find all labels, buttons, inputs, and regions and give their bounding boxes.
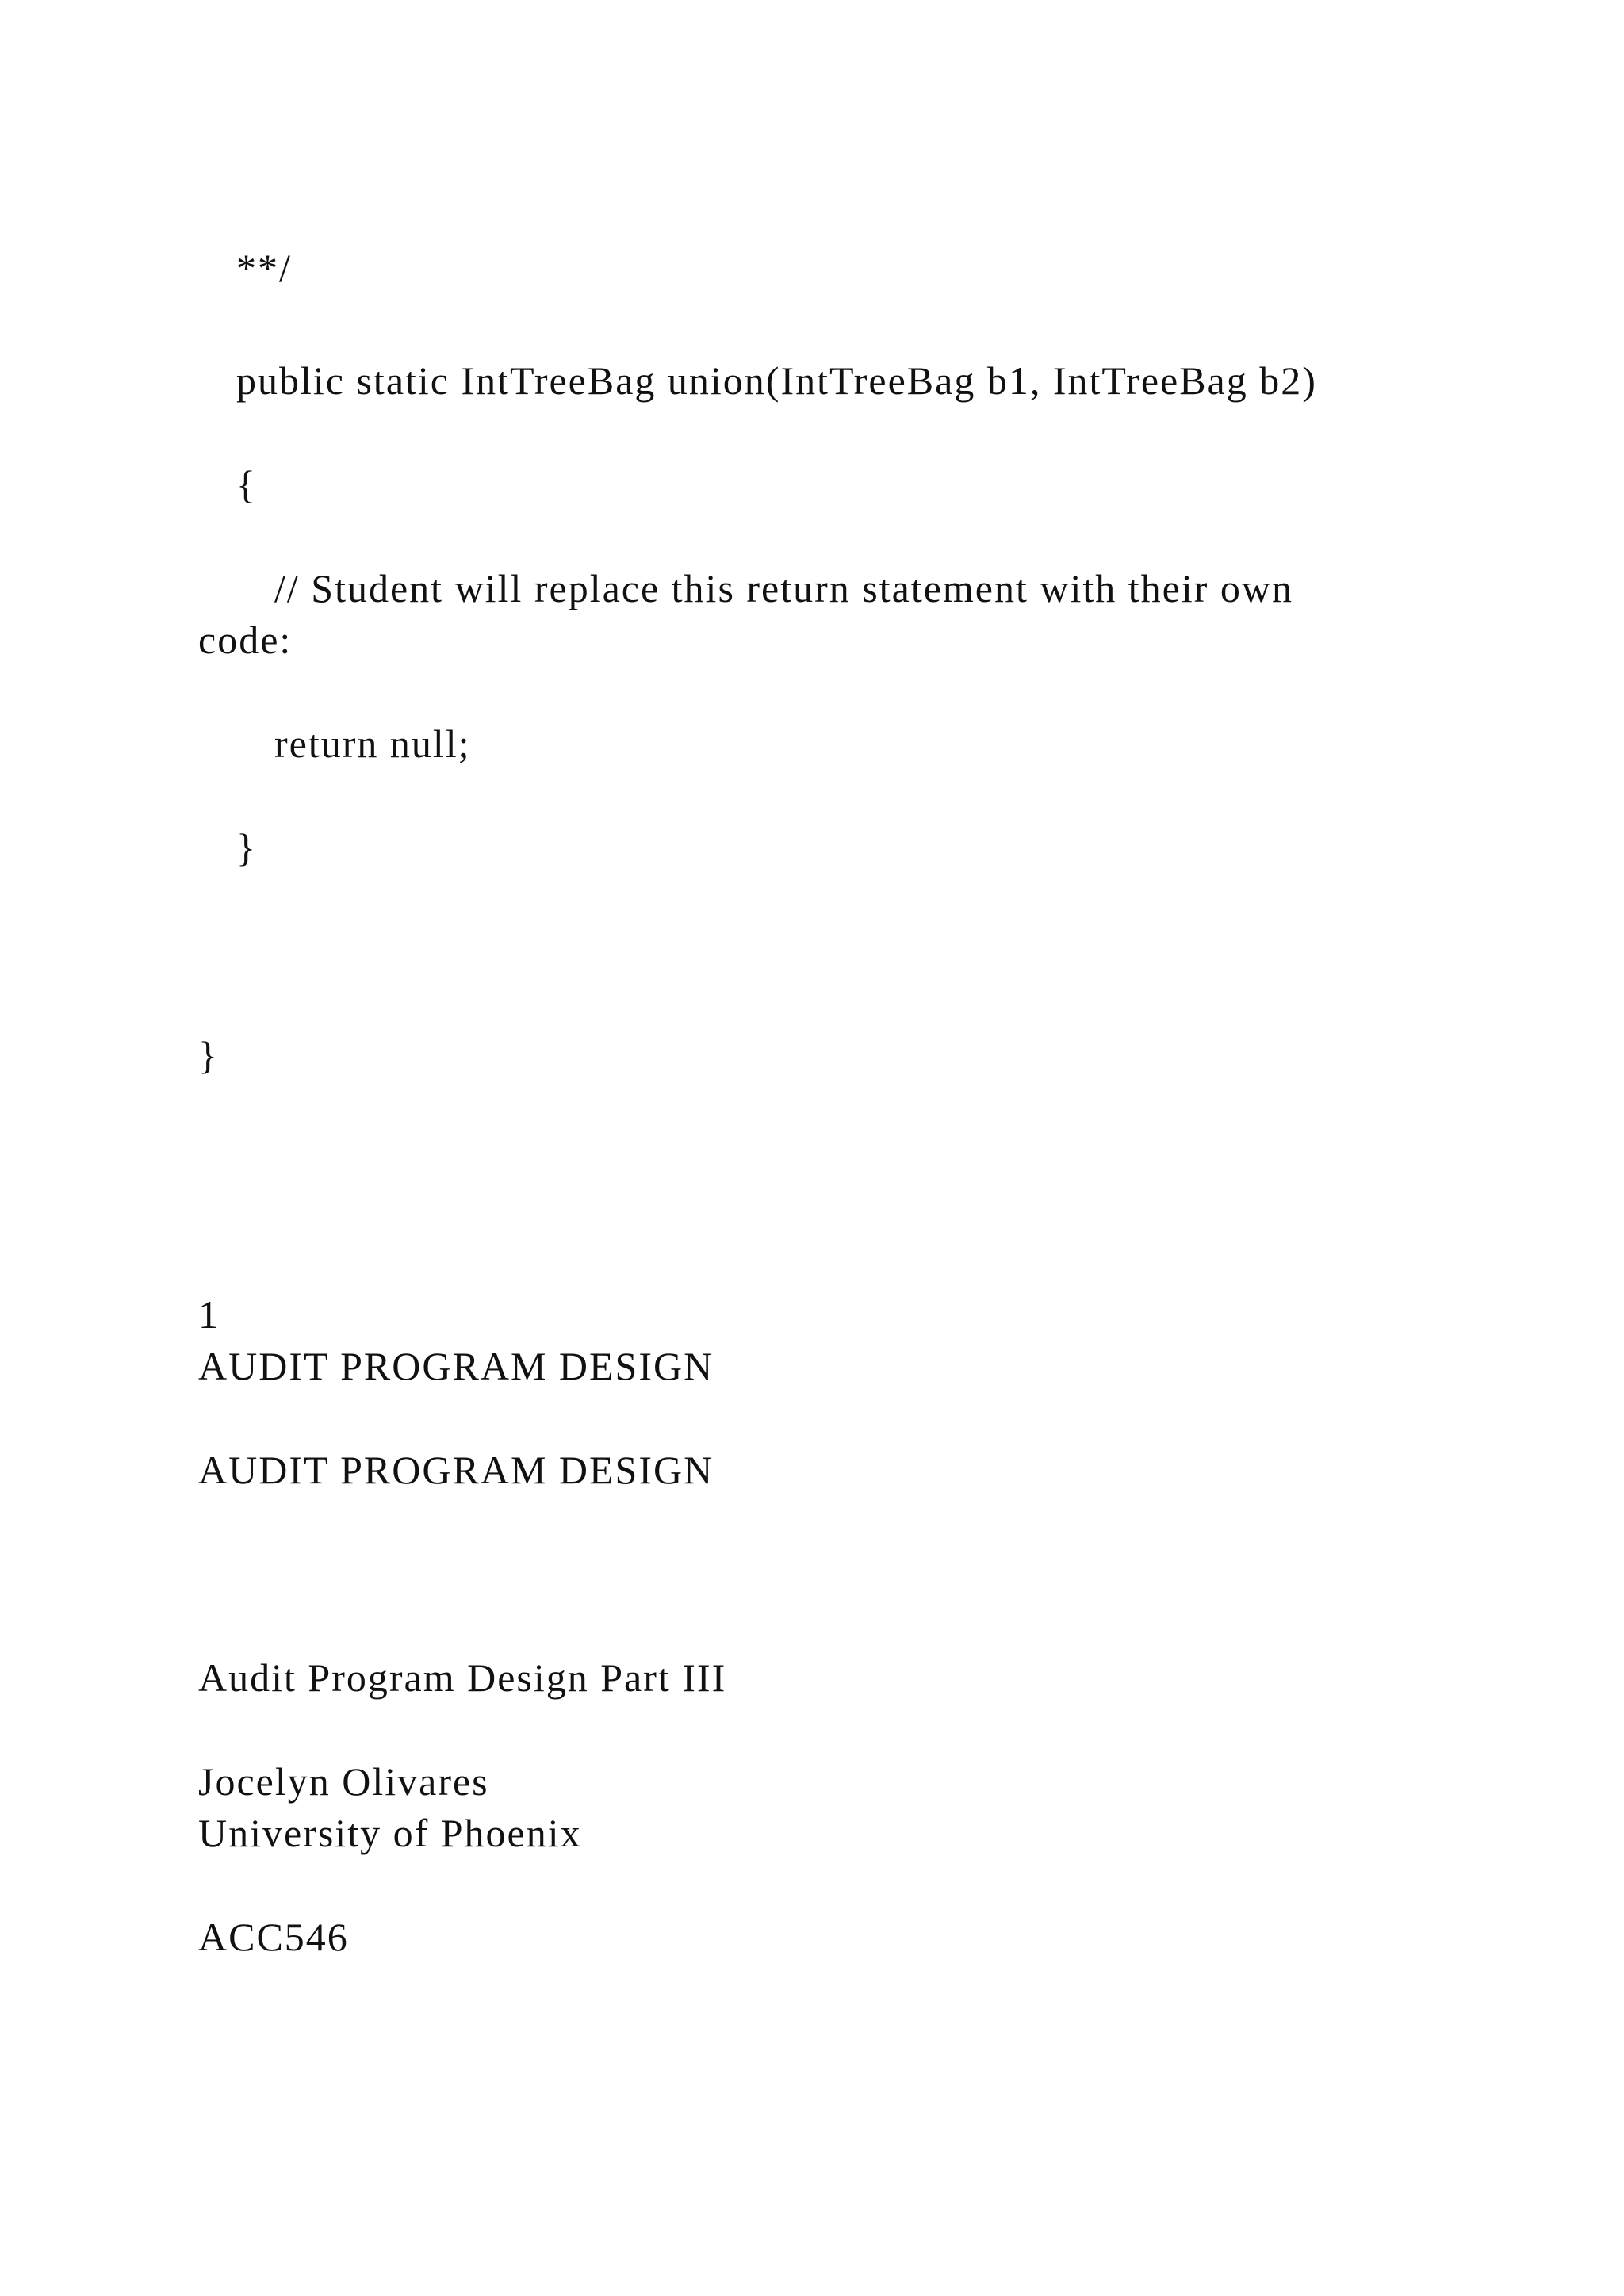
- document-title: Audit Program Design Part III: [198, 1655, 727, 1700]
- code-return-statement: return null;: [274, 721, 471, 766]
- code-method-signature: public static IntTreeBag union(IntTreeBag b1, IntTreeBag b2): [236, 358, 1317, 403]
- page-number: 1: [198, 1292, 220, 1337]
- code-class-close-brace: }: [198, 1033, 219, 1077]
- code-comment-line: // Student will replace this return statement with their own: [274, 566, 1294, 610]
- code-comment-continuation: code:: [198, 618, 293, 662]
- title-page-running-head: AUDIT PROGRAM DESIGN: [198, 1448, 714, 1492]
- institution-name: University of Phoenix: [198, 1811, 582, 1855]
- code-method-close-brace: }: [236, 825, 257, 870]
- code-comment-end: **/: [236, 246, 292, 290]
- course-code: ACC546: [198, 1915, 349, 1959]
- running-head: AUDIT PROGRAM DESIGN: [198, 1344, 714, 1388]
- author-name: Jocelyn Olivares: [198, 1759, 489, 1804]
- code-open-brace: {: [236, 462, 257, 507]
